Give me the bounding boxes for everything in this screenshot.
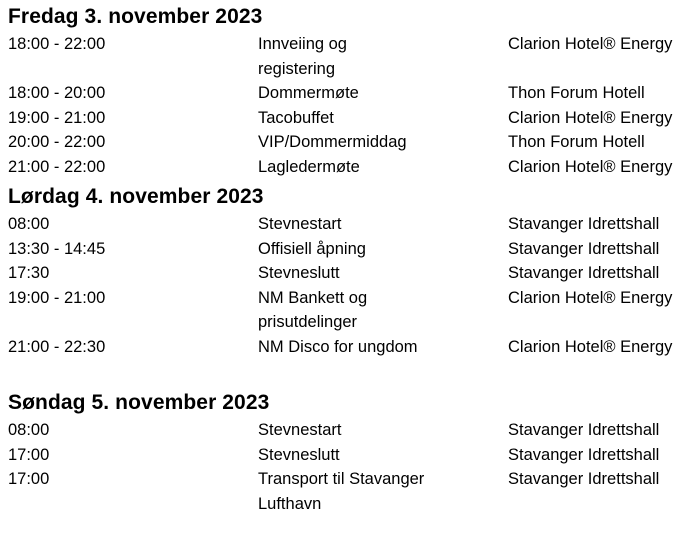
time-cell: 17:00 bbox=[8, 470, 50, 489]
schedule-row bbox=[8, 106, 700, 131]
schedule-row bbox=[8, 467, 700, 516]
day-section-friday bbox=[8, 4, 700, 180]
location-cell: Clarion Hotel® Energy bbox=[508, 108, 673, 127]
time-cell: 19:00 - 21:00 bbox=[8, 108, 106, 127]
activity-cell: Stevnestart bbox=[258, 421, 342, 439]
activity-cell: NM Disco for ungdom bbox=[258, 337, 418, 356]
schedule-row bbox=[8, 335, 700, 360]
schedule-list bbox=[8, 32, 700, 180]
time-cell: 19:00 - 21:00 bbox=[8, 288, 106, 307]
activity-cell: Stevnestart bbox=[258, 215, 342, 233]
day-heading: Søndag 5. november 2023 bbox=[8, 391, 270, 414]
activity-cell: Transport til Stavanger Lufthavn bbox=[258, 470, 425, 513]
activity-cell: Offisiell åpning bbox=[258, 239, 366, 258]
schedule-row bbox=[8, 418, 700, 443]
day-section-saturday bbox=[8, 184, 700, 360]
time-cell: 20:00 - 22:00 bbox=[8, 133, 106, 152]
day-section-sunday bbox=[8, 390, 700, 516]
schedule-row bbox=[8, 32, 700, 81]
time-cell: 08:00 bbox=[8, 215, 50, 233]
schedule-list bbox=[8, 212, 700, 360]
location-cell: Stavanger Idrettshall bbox=[508, 445, 660, 464]
activity-cell: Lagledermøte bbox=[258, 157, 360, 176]
location-cell: Clarion Hotel® Energy bbox=[508, 35, 673, 53]
time-cell: 18:00 - 20:00 bbox=[8, 84, 106, 103]
schedule-row bbox=[8, 212, 700, 237]
schedule-row bbox=[8, 155, 700, 180]
schedule-list bbox=[8, 418, 700, 516]
time-cell: 17:30 bbox=[8, 264, 50, 283]
schedule-row bbox=[8, 237, 700, 262]
location-cell: Clarion Hotel® Energy bbox=[508, 288, 673, 307]
schedule-row bbox=[8, 130, 700, 155]
schedule-row bbox=[8, 261, 700, 286]
activity-cell: Dommermøte bbox=[258, 84, 359, 103]
location-cell: Clarion Hotel® Energy bbox=[508, 337, 673, 356]
time-cell: 18:00 - 22:00 bbox=[8, 35, 106, 53]
schedule-row bbox=[8, 286, 700, 335]
location-cell: Stavanger Idrettshall bbox=[508, 239, 660, 258]
location-cell: Clarion Hotel® Energy bbox=[508, 157, 673, 176]
schedule-row bbox=[8, 81, 700, 106]
time-cell: 21:00 - 22:00 bbox=[8, 157, 106, 176]
time-cell: 21:00 - 22:30 bbox=[8, 337, 106, 356]
time-cell: 08:00 bbox=[8, 421, 50, 439]
day-heading: Lørdag 4. november 2023 bbox=[8, 185, 264, 208]
activity-cell: Tacobuffet bbox=[258, 108, 334, 127]
activity-cell: NM Bankett og prisutdelinger bbox=[258, 288, 368, 332]
activity-cell: Innveiing og registering bbox=[258, 35, 347, 78]
activity-cell: VIP/Dommermiddag bbox=[258, 133, 407, 152]
activity-cell: Stevneslutt bbox=[258, 445, 340, 464]
location-cell: Thon Forum Hotell bbox=[508, 84, 645, 103]
location-cell: Thon Forum Hotell bbox=[508, 133, 645, 152]
activity-cell: Stevneslutt bbox=[258, 264, 340, 283]
time-cell: 17:00 bbox=[8, 445, 50, 464]
location-cell: Stavanger Idrettshall bbox=[508, 470, 660, 489]
time-cell: 13:30 - 14:45 bbox=[8, 239, 106, 258]
schedule-row bbox=[8, 443, 700, 468]
day-heading: Fredag 3. november 2023 bbox=[8, 5, 263, 28]
location-cell: Stavanger Idrettshall bbox=[508, 215, 660, 233]
location-cell: Stavanger Idrettshall bbox=[508, 264, 660, 283]
location-cell: Stavanger Idrettshall bbox=[508, 421, 660, 439]
